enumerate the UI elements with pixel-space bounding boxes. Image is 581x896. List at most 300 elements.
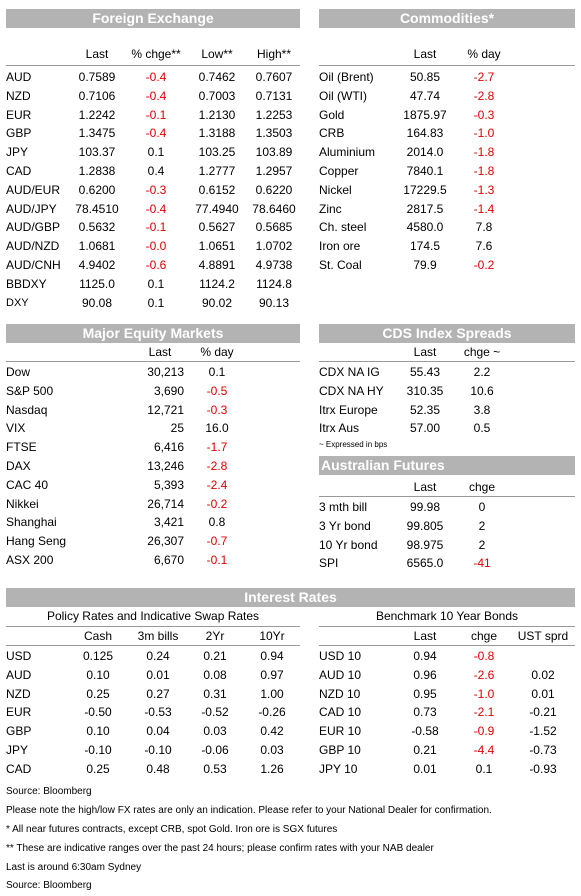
bond-last: -0.58	[411, 724, 439, 739]
bond-row	[319, 666, 575, 685]
futures-contract: SPI	[319, 556, 339, 571]
fx-high: 0.6220	[255, 182, 293, 197]
fx-chge: -0.6	[145, 257, 167, 272]
equity-day: -0.2	[206, 496, 228, 511]
equity-last: 3,690	[153, 383, 184, 398]
policy-2yr: 0.31	[203, 686, 227, 701]
fx-last: 90.08	[81, 295, 113, 310]
policy-10yr: 1.26	[260, 761, 284, 776]
bonds-column-headers	[319, 627, 575, 645]
equity-day: -0.7	[206, 534, 228, 549]
futures-chge: 2	[478, 518, 486, 533]
cds-index: Itrx Aus	[319, 421, 360, 436]
commodity-day: 7.6	[475, 239, 493, 254]
commodities-col-last: Last	[413, 47, 437, 61]
fx-last: 4.9402	[78, 257, 116, 272]
policy-10yr: 1.00	[260, 686, 284, 701]
policy-row	[6, 760, 300, 779]
bond-name: CAD 10	[319, 705, 362, 720]
equity-table-body	[6, 363, 300, 570]
equity-name: Nasdaq	[6, 402, 48, 417]
fx-chge: -0.4	[145, 126, 167, 141]
cds-row	[319, 419, 575, 438]
futures-row	[319, 554, 575, 573]
fx-low: 1.0651	[198, 239, 236, 254]
bond-row	[319, 722, 575, 741]
bonds-col-chge: chge	[470, 629, 498, 643]
cds-row	[319, 363, 575, 382]
equity-row	[6, 513, 300, 532]
equity-last: 25	[170, 421, 184, 436]
equity-day: -2.8	[206, 458, 228, 473]
fx-title: Foreign Exchange	[6, 9, 300, 28]
commodities-divider	[319, 65, 575, 66]
policy-row	[6, 741, 300, 760]
fx-high: 0.7131	[255, 88, 293, 103]
fx-high: 1.2957	[255, 163, 293, 178]
futures-last: 99.805	[406, 518, 444, 533]
equity-row	[6, 363, 300, 382]
bonds-table-body	[319, 647, 575, 779]
policy-10yr: 0.42	[260, 724, 284, 739]
cds-divider	[319, 361, 575, 362]
policy-col-2yr: 2Yr	[205, 629, 225, 643]
bond-name: JPY 10	[319, 761, 358, 776]
policy-2yr: 0.08	[203, 667, 227, 682]
fx-low: 0.6152	[198, 182, 236, 197]
policy-row	[6, 722, 300, 741]
fx-low: 0.7462	[198, 70, 236, 84]
cds-last: 52.35	[409, 402, 441, 417]
commodity-name: Nickel	[319, 182, 352, 197]
bond-name: AUD 10	[319, 667, 362, 682]
bond-last: 0.95	[413, 686, 437, 701]
fx-row	[6, 106, 300, 125]
futures-table-body	[319, 498, 575, 573]
fx-high: 4.9738	[255, 257, 293, 272]
policy-cash: 0.10	[86, 667, 110, 682]
footer-note-3: ** These are indicative ranges over the past 24 hours; please confirm rates with your NAB dealer	[6, 843, 434, 854]
commodity-name: Iron ore	[319, 239, 361, 254]
cds-last: 55.43	[409, 365, 441, 379]
equity-col-last: Last	[148, 345, 172, 359]
fx-last: 78.4510	[75, 201, 119, 216]
fx-col-low: Low**	[201, 47, 233, 61]
bonds-col-last: Last	[413, 629, 437, 643]
cds-last: 57.00	[409, 421, 441, 436]
commodity-day: -2.7	[473, 70, 495, 84]
futures-contract: 3 mth bill	[319, 500, 368, 514]
bond-name: USD 10	[319, 649, 362, 663]
commodity-row	[319, 124, 575, 143]
fx-pair: GBP	[6, 126, 32, 141]
fx-chge: -0.4	[145, 88, 167, 103]
fx-high: 103.89	[255, 145, 293, 160]
fx-high: 1.2253	[255, 107, 293, 122]
commodity-name: St. Coal	[319, 257, 362, 272]
fx-pair: BBDXY	[6, 276, 47, 291]
cds-col-last: Last	[413, 345, 437, 359]
policy-2yr: 0.21	[203, 649, 227, 663]
fx-chge: -0.4	[145, 70, 167, 84]
equity-name: Shanghai	[6, 515, 57, 530]
equity-row	[6, 532, 300, 551]
equity-col-day: % day	[200, 345, 234, 359]
bond-ust-sprd: -0.21	[529, 705, 557, 720]
fx-col-last: Last	[85, 47, 109, 61]
commodity-day: -2.8	[473, 88, 495, 103]
futures-contract: 10 Yr bond	[319, 537, 378, 552]
fx-row	[6, 237, 300, 256]
commodity-row	[319, 106, 575, 125]
equity-day: -0.5	[206, 383, 228, 398]
bond-row	[319, 685, 575, 704]
fx-last: 1.2838	[78, 163, 116, 178]
commodity-last: 1875.97	[403, 107, 447, 122]
equity-day: -0.1	[206, 552, 228, 567]
commodity-last: 174.5	[409, 239, 441, 254]
bond-chge: -0.8	[473, 649, 495, 663]
policy-col-3m: 3m bills	[137, 629, 179, 643]
fx-low: 0.7003	[198, 88, 236, 103]
cds-chge: 2.2	[473, 365, 491, 379]
fx-last: 1.2242	[78, 107, 116, 122]
commodity-name: Oil (Brent)	[319, 70, 374, 84]
equity-last: 6,416	[153, 440, 184, 455]
cds-chge: 3.8	[473, 402, 491, 417]
bond-ust-sprd: -0.73	[529, 742, 557, 757]
commodity-day: 7.8	[475, 220, 493, 235]
commodity-name: Gold	[319, 107, 345, 122]
fx-pair: AUD/GBP	[6, 220, 61, 235]
cds-panel	[319, 324, 575, 449]
commodity-last: 2014.0	[406, 145, 444, 160]
equity-row	[6, 476, 300, 495]
fx-high: 90.13	[258, 295, 290, 310]
policy-cash: 0.125	[82, 649, 114, 663]
fx-chge: 0.1	[147, 295, 165, 310]
commodity-name: Oil (WTI)	[319, 88, 367, 103]
policy-3m: 0.01	[146, 667, 170, 682]
bond-chge: -2.1	[473, 705, 495, 720]
policy-2yr: 0.53	[203, 761, 227, 776]
fx-pair: AUD/JPY	[6, 201, 57, 216]
fx-high: 78.6460	[252, 201, 296, 216]
equity-name: Dow	[6, 365, 31, 379]
equity-name: ASX 200	[6, 552, 54, 567]
cds-chge: 10.6	[470, 383, 494, 398]
equity-panel	[6, 324, 300, 570]
commodity-last: 79.9	[413, 257, 437, 272]
policy-cash: -0.50	[84, 705, 112, 720]
equity-day: -1.7	[206, 440, 228, 455]
fx-chge: -0.1	[145, 107, 167, 122]
rates-title: Interest Rates	[6, 588, 575, 607]
commodity-row	[319, 256, 575, 275]
equity-last: 6,670	[153, 552, 184, 567]
equity-row	[6, 457, 300, 476]
fx-low: 0.5627	[198, 220, 236, 235]
bond-last: 0.73	[413, 705, 437, 720]
equity-last: 3,421	[153, 515, 184, 530]
cds-index: CDX NA IG	[319, 365, 380, 379]
cds-table-body	[319, 363, 575, 438]
fx-table-body	[6, 68, 300, 312]
fx-last: 1125.0	[79, 276, 115, 291]
fx-divider	[6, 65, 300, 66]
cds-row	[319, 382, 575, 401]
fx-chge: -0.0	[145, 239, 167, 254]
fx-chge: -0.1	[145, 220, 167, 235]
equity-name: DAX	[6, 458, 31, 473]
cds-index: CDX NA HY	[319, 383, 384, 398]
futures-row	[319, 517, 575, 536]
fx-chge: -0.3	[145, 182, 167, 197]
policy-cash: 0.25	[86, 761, 110, 776]
fx-panel	[6, 9, 300, 312]
fx-low: 90.02	[201, 295, 233, 310]
futures-panel	[319, 456, 575, 573]
commodity-day: -1.0	[473, 126, 495, 141]
fx-row	[6, 275, 300, 294]
futures-last: 98.975	[406, 537, 444, 552]
fx-last: 1.0681	[78, 239, 116, 254]
commodity-name: CRB	[319, 126, 345, 141]
fx-pair: AUD/CNH	[6, 257, 61, 272]
policy-3m: 0.04	[146, 724, 170, 739]
footer-source-2: Source: Bloomberg	[6, 880, 92, 891]
commodities-panel	[319, 9, 575, 275]
bond-chge: -1.0	[473, 686, 495, 701]
commodity-day: -1.8	[473, 145, 495, 160]
policy-rates-panel	[6, 608, 300, 779]
policy-cash: 0.10	[86, 724, 110, 739]
policy-row	[6, 703, 300, 722]
policy-3m: 0.27	[146, 686, 170, 701]
fx-pair: EUR	[6, 107, 32, 122]
fx-high: 1124.8	[256, 276, 292, 291]
commodity-name: Copper	[319, 163, 359, 178]
policy-2yr: -0.52	[201, 705, 229, 720]
bond-ust-sprd: -0.93	[529, 761, 557, 776]
commodity-name: Aluminium	[319, 145, 376, 160]
fx-pair: NZD	[6, 88, 31, 103]
futures-chge: 0	[478, 500, 486, 514]
bonds-col-ust: UST sprd	[517, 629, 569, 643]
equity-day: 0.1	[208, 365, 226, 379]
policy-rates-column-headers	[6, 627, 300, 645]
fx-last: 1.3475	[78, 126, 116, 141]
fx-last: 103.37	[78, 145, 116, 160]
commodity-last: 17229.5	[403, 182, 447, 197]
fx-chge: 0.4	[147, 163, 165, 178]
fx-row	[6, 218, 300, 237]
fx-chge: 0.1	[147, 145, 165, 160]
fx-pair: CAD	[6, 163, 32, 178]
policy-3m: -0.10	[144, 742, 172, 757]
fx-row	[6, 256, 300, 275]
commodity-row	[319, 87, 575, 106]
commodity-row	[319, 181, 575, 200]
commodity-last: 2817.5	[406, 201, 444, 216]
commodities-title: Commodities*	[319, 9, 575, 28]
equity-last: 26,714	[147, 496, 184, 511]
equity-last: 12,721	[147, 402, 184, 417]
commodity-day: -0.3	[473, 107, 495, 122]
fx-low: 1.2130	[198, 107, 236, 122]
commodity-row	[319, 68, 575, 87]
bond-row	[319, 703, 575, 722]
bond-last: 0.01	[413, 761, 437, 776]
cds-note: ~ Expressed in bps	[319, 440, 388, 450]
bond-chge: -2.6	[473, 667, 495, 682]
fx-pair: AUD/EUR	[6, 182, 61, 197]
footer-note-2: * All near futures contracts, except CRB, spot Gold. Iron ore is SGX futures	[6, 824, 338, 835]
fx-low: 1.2777	[198, 163, 236, 178]
cds-title: CDS Index Spreads	[319, 324, 575, 343]
policy-row	[6, 666, 300, 685]
commodity-name: Zinc	[319, 201, 342, 216]
policy-rates-table-body	[6, 647, 300, 779]
futures-column-headers	[319, 478, 575, 496]
bonds-panel	[319, 608, 575, 779]
fx-row	[6, 181, 300, 200]
policy-cash: 0.25	[86, 686, 110, 701]
policy-col-cash: Cash	[83, 629, 112, 643]
fx-last: 0.7106	[78, 88, 116, 103]
equity-name: VIX	[6, 421, 26, 436]
policy-currency: NZD	[6, 686, 31, 701]
futures-row	[319, 536, 575, 555]
bond-ust-sprd: -1.52	[529, 724, 557, 739]
equity-row	[6, 551, 300, 570]
commodity-name: Ch. steel	[319, 220, 367, 235]
equity-name: Nikkei	[6, 496, 39, 511]
futures-col-last: Last	[413, 480, 437, 494]
equity-row	[6, 419, 300, 438]
policy-3m: 0.48	[146, 761, 170, 776]
commodity-day: -1.3	[473, 182, 495, 197]
bond-ust-sprd: 0.01	[531, 686, 555, 701]
fx-row	[6, 143, 300, 162]
fx-pair: AUD	[6, 70, 32, 84]
equity-name: Hang Seng	[6, 534, 67, 549]
bond-last: 0.94	[413, 649, 437, 663]
equity-last: 26,307	[147, 534, 184, 549]
commodity-row	[319, 162, 575, 181]
policy-currency: AUD	[6, 667, 32, 682]
bond-row	[319, 741, 575, 760]
equity-title: Major Equity Markets	[6, 324, 300, 343]
policy-2yr: 0.03	[203, 724, 227, 739]
fx-row	[6, 294, 300, 313]
fx-pair: DXY	[6, 296, 29, 309]
fx-last: 0.5632	[78, 220, 116, 235]
fx-low: 1124.2	[199, 276, 235, 291]
cds-col-chge: chge ~	[463, 345, 501, 359]
futures-chge: 2	[478, 537, 486, 552]
policy-10yr: 0.94	[260, 649, 284, 663]
policy-10yr: 0.97	[260, 667, 284, 682]
equity-day: 16.0	[205, 421, 229, 436]
policy-currency: JPY	[6, 742, 29, 757]
policy-cash: -0.10	[84, 742, 112, 757]
fx-pair: AUD/NZD	[6, 239, 60, 254]
bond-row	[319, 760, 575, 779]
fx-row	[6, 162, 300, 181]
cds-column-headers	[319, 343, 575, 361]
futures-contract: 3 Yr bond	[319, 518, 371, 533]
cds-last: 310.35	[406, 383, 444, 398]
policy-row	[6, 647, 300, 666]
equity-last: 30,213	[147, 365, 184, 379]
fx-low: 103.25	[198, 145, 236, 160]
commodity-last: 50.85	[409, 70, 441, 84]
policy-3m: -0.53	[144, 705, 172, 720]
fx-low: 77.4940	[195, 201, 239, 216]
equity-row	[6, 438, 300, 457]
policy-row	[6, 685, 300, 704]
bond-name: EUR 10	[319, 724, 362, 739]
bond-chge: -0.9	[473, 724, 495, 739]
policy-currency: CAD	[6, 761, 32, 776]
bond-row	[319, 647, 575, 666]
fx-col-high: High**	[256, 47, 292, 61]
commodity-last: 4580.0	[406, 220, 444, 235]
equity-divider	[6, 361, 300, 362]
policy-10yr: 0.03	[260, 742, 284, 757]
policy-currency: GBP	[6, 724, 32, 739]
equity-row	[6, 495, 300, 514]
commodity-day: -1.4	[473, 201, 495, 216]
equity-day: -0.3	[206, 402, 228, 417]
fx-row	[6, 200, 300, 219]
fx-last: 0.7589	[78, 70, 116, 84]
bonds-subtitle: Benchmark 10 Year Bonds	[375, 609, 519, 623]
futures-title: Australian Futures	[319, 456, 575, 475]
futures-last: 6565.0	[406, 556, 444, 571]
fx-col-chge: % chge**	[131, 47, 181, 61]
equity-name: S&P 500	[6, 383, 54, 398]
futures-row	[319, 498, 575, 517]
policy-2yr: -0.06	[201, 742, 229, 757]
equity-name: FTSE	[6, 440, 37, 455]
fx-low: 1.3188	[198, 126, 236, 141]
fx-row	[6, 124, 300, 143]
equity-name: CAC 40	[6, 477, 49, 492]
commodities-column-headers	[319, 45, 575, 63]
commodity-last: 164.83	[406, 126, 444, 141]
commodity-row	[319, 218, 575, 237]
bond-name: NZD 10	[319, 686, 361, 701]
commodity-day: -1.8	[473, 163, 495, 178]
policy-col-10yr: 10Yr	[259, 629, 285, 643]
cds-row	[319, 401, 575, 420]
policy-10yr: -0.26	[258, 705, 286, 720]
equity-row	[6, 401, 300, 420]
bond-chge: 0.1	[475, 761, 493, 776]
bond-chge: -4.4	[473, 742, 495, 757]
fx-row	[6, 68, 300, 87]
commodity-row	[319, 237, 575, 256]
commodities-col-day: % day	[467, 47, 501, 61]
fx-chge: -0.4	[145, 201, 167, 216]
equity-day: -2.4	[206, 477, 228, 492]
fx-chge: 0.1	[147, 276, 165, 291]
futures-divider	[319, 496, 575, 497]
cds-index: Itrx Europe	[319, 402, 378, 417]
fx-pair: JPY	[6, 145, 29, 160]
